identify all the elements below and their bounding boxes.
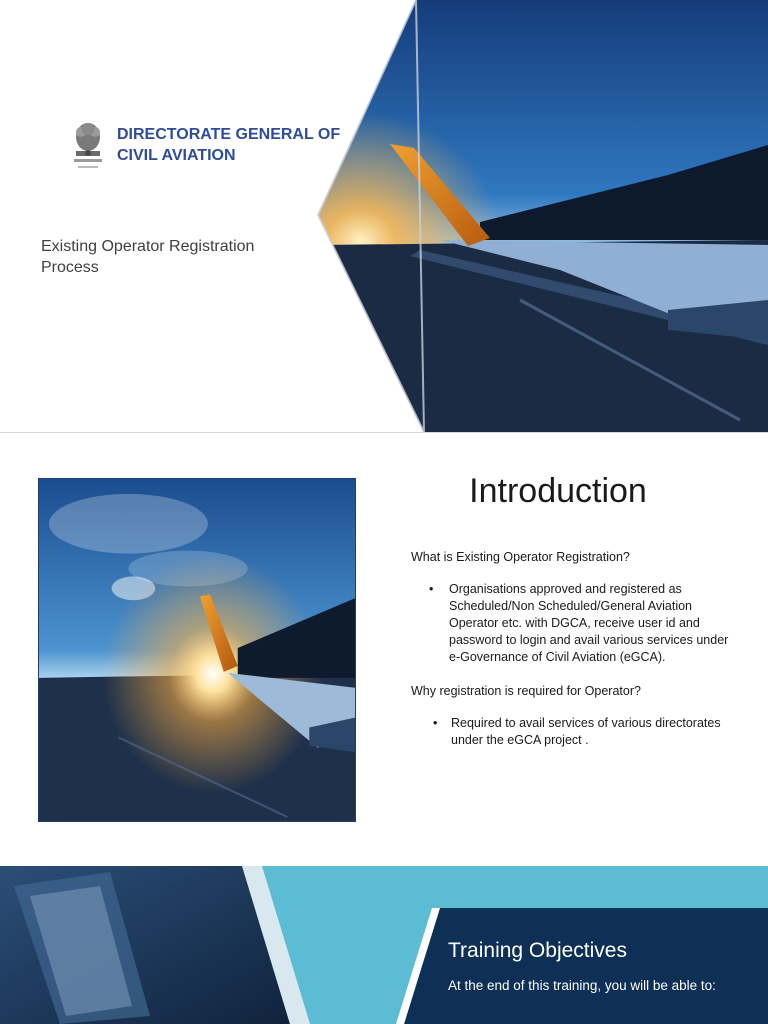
list-item [411,581,731,666]
bullet-icon: • [433,716,438,730]
hero-airplane-image [0,0,768,432]
airplane-wing-photo [38,478,356,822]
introduction-slide [0,433,768,865]
bullet-list-why [411,715,731,749]
question-what: What is Existing Operator Registration? [411,550,630,564]
bullet-list-what [411,581,731,666]
question-why: Why registration is required for Operator? [411,684,641,698]
list-item [411,715,731,749]
training-objectives-slide [0,866,768,1024]
bullet-text: Required to avail services of various directorates under the eGCA project . [451,716,721,747]
introduction-body [411,549,731,766]
slide-title: Introduction [469,472,647,510]
objectives-background [0,866,768,1024]
title-slide [0,0,768,432]
bullet-text: Organisations approved and registered as Scheduled/Non Scheduled/General Aviation Operator etc. with DGCA, receive user id and password to login and avail various services under e-Governance of Civil Aviation (eGCA). [449,582,729,664]
national-emblem-icon [70,119,106,173]
bullet-icon: • [429,582,434,596]
objectives-title: Training Objectives [448,939,627,962]
presentation-title: Existing Operator Registration Process [41,238,255,276]
objectives-subtitle: At the end of this training, you will be able to: [448,978,716,993]
organization-name: DIRECTORATE GENERAL OF CIVIL AVIATION [117,126,341,164]
